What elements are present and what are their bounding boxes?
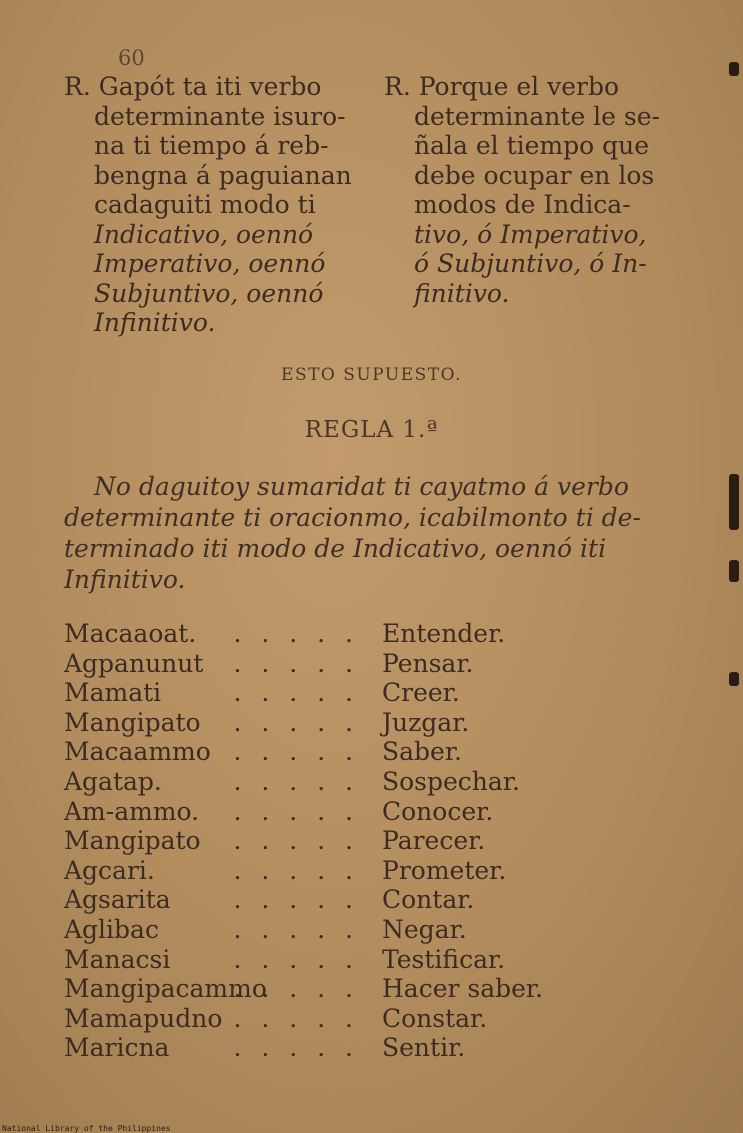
right-line: ñala el tiempo que: [414, 131, 650, 160]
leader-dots: . . . . .: [233, 914, 359, 944]
word-translation: Parecer.: [382, 826, 486, 856]
rule-line: Infinitivo.: [64, 565, 186, 594]
word-term: Agatap.: [64, 766, 162, 796]
edge-stain: [729, 474, 739, 530]
rule-text: [64, 471, 676, 595]
leader-dots: . . . . .: [233, 855, 359, 885]
word-term: Mamati: [64, 678, 162, 708]
right-line: debe ocupar en los: [414, 160, 655, 190]
word-row: [64, 945, 684, 975]
word-term: Mangipato: [64, 707, 201, 737]
word-row: [64, 649, 684, 679]
left-line: Subjuntivo, oennó: [94, 278, 324, 308]
edge-stain: [729, 62, 739, 76]
word-term: Agcari.: [64, 855, 155, 885]
word-term: Macaammo: [64, 737, 211, 767]
rule-line: determinante ti oracionmo, icabilmonto ti de-: [64, 503, 641, 532]
word-row: [64, 974, 684, 1004]
word-row: [64, 1004, 684, 1034]
left-line: R. Gapót ta iti verbo: [64, 72, 322, 101]
word-term: Macaaoat.: [64, 619, 197, 648]
leader-dots: . . . . .: [233, 796, 359, 826]
rule-line: terminado iti modo de Indicativo, oennó iti: [64, 534, 607, 563]
rule-line: No daguitoy sumaridat ti cayatmo á verbo: [94, 472, 629, 501]
edge-stain: [729, 560, 739, 582]
edge-stain: [729, 672, 739, 686]
left-line: na ti tiempo á reb-: [94, 131, 329, 160]
word-term: Maricna: [64, 1033, 170, 1063]
word-translation: Pensar.: [382, 648, 474, 678]
word-translation: Sentir.: [382, 1033, 466, 1063]
leader-dots: . . . . .: [233, 648, 359, 678]
leader-dots: . . . . .: [233, 1003, 359, 1033]
word-term: Manacsi: [64, 944, 171, 974]
word-translation: Sospechar.: [382, 766, 520, 796]
right-column: [384, 72, 684, 308]
word-translation: Conocer.: [382, 796, 494, 826]
word-translation: Constar.: [382, 1003, 488, 1033]
page-number: 60: [118, 46, 145, 70]
word-translation: Contar.: [382, 885, 475, 915]
word-translation: Hacer saber.: [382, 974, 544, 1004]
word-translation: Negar.: [382, 914, 467, 944]
word-term: Mamapudno: [64, 1003, 223, 1033]
right-line: tivo, ó Imperativo,: [414, 219, 647, 249]
left-line: bengna á paguianan: [94, 160, 352, 190]
left-line: cadaguiti modo ti: [94, 190, 316, 219]
right-line: finitivo.: [414, 278, 510, 308]
footer-credit: National Library of the Philippines: [2, 1124, 171, 1133]
leader-dots: . . . . .: [233, 944, 359, 974]
word-row: [64, 856, 684, 886]
word-term: Agsarita: [64, 885, 171, 915]
leader-dots: . . . . .: [233, 766, 359, 796]
leader-dots: . . . . .: [233, 737, 359, 767]
leader-dots: . . . . .: [233, 678, 359, 708]
word-row: [64, 1033, 684, 1063]
word-row: [64, 737, 684, 767]
word-translation: Testificar.: [382, 944, 506, 974]
word-row: [64, 678, 684, 708]
right-line: R. Porque el verbo: [384, 72, 620, 101]
leader-dots: . . . . .: [233, 707, 359, 737]
left-line: determinante isuro-: [94, 101, 346, 131]
word-term: Aglibac: [64, 914, 159, 944]
right-line: modos de Indica-: [414, 190, 631, 219]
word-term: Mangipato: [64, 826, 201, 856]
word-row: [64, 826, 684, 856]
word-row: [64, 767, 684, 797]
leader-dots: . . . . .: [233, 826, 359, 856]
word-translation: Juzgar.: [382, 707, 470, 737]
word-translation: Entender.: [382, 619, 506, 648]
word-term: Mangipacammo: [64, 974, 267, 1004]
leader-dots: . . . . .: [233, 1033, 359, 1063]
leader-dots: . . . . .: [233, 885, 359, 915]
section-heading: ESTO SUPUESTO.: [281, 365, 462, 385]
word-translation: Creer.: [382, 678, 460, 708]
rule-heading: REGLA 1.ª: [304, 417, 439, 443]
word-row: [64, 915, 684, 945]
word-term: Agpanunut: [64, 648, 204, 678]
right-line: determinante le se-: [414, 101, 660, 131]
word-row: [64, 797, 684, 827]
left-line: Imperativo, oennó: [94, 249, 326, 278]
leader-dots: . . . . .: [233, 619, 359, 648]
word-translation: Saber.: [382, 737, 462, 767]
word-row: [64, 708, 684, 738]
word-list: [64, 619, 684, 1063]
right-line: ó Subjuntivo, ó In-: [414, 249, 647, 278]
word-translation: Prometer.: [382, 855, 507, 885]
word-row: [64, 619, 684, 649]
left-column: [64, 72, 364, 338]
leader-dots: . . . . .: [233, 974, 359, 1004]
left-line: Infinitivo.: [94, 308, 216, 337]
word-term: Am-ammo.: [64, 796, 200, 826]
left-line: Indicativo, oennó: [94, 219, 314, 249]
word-row: [64, 885, 684, 915]
